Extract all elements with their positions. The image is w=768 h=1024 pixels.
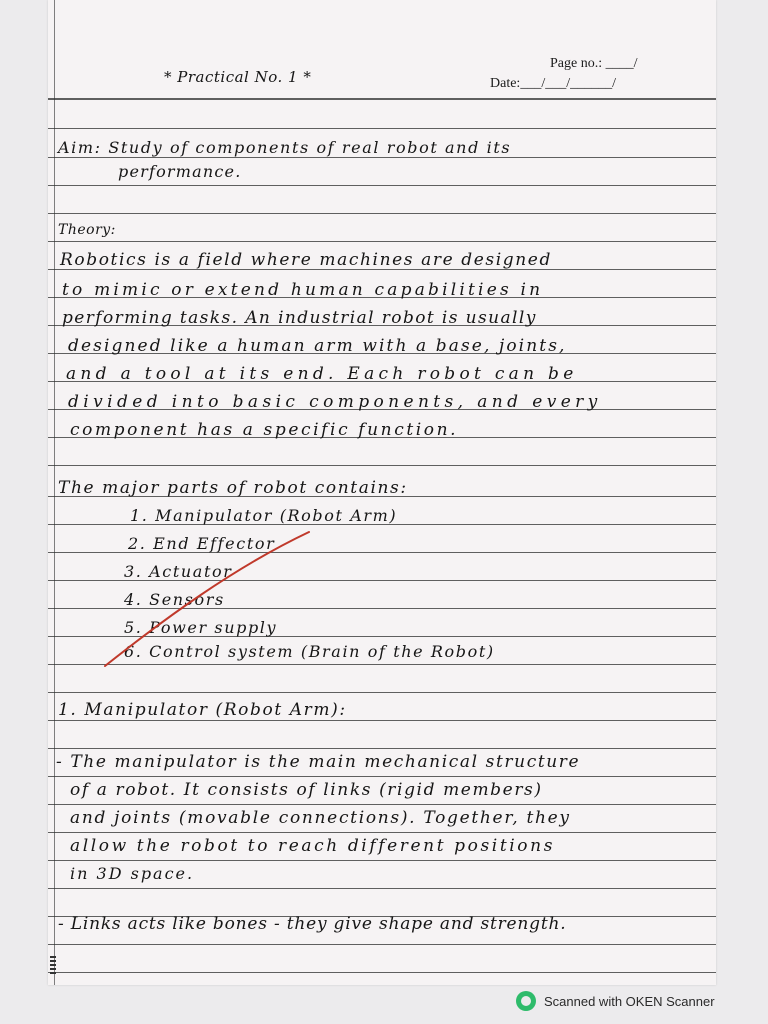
manipulator-heading: 1. Manipulator (Robot Arm): — [58, 700, 347, 720]
ruled-line — [48, 804, 716, 805]
ruled-line — [48, 128, 716, 129]
manipulator-line-1: - The manipulator is the main mechanical structure — [56, 752, 581, 772]
ruled-line — [48, 972, 716, 973]
ruled-line — [48, 860, 716, 861]
date-label: Date:___/___/______/ — [490, 76, 616, 91]
theory-line-2: to mimic or extend human capabilities in — [62, 280, 544, 300]
parts-item: 4. Sensors — [124, 590, 225, 609]
ruled-line — [48, 465, 716, 466]
ruled-line — [48, 888, 716, 889]
aim-line-1: Aim: Study of components of real robot and its — [58, 138, 512, 157]
manipulator-line-4: allow the robot to reach different positions — [70, 836, 556, 856]
ruled-line — [48, 185, 716, 186]
margin-line — [54, 0, 55, 985]
scanner-watermark — [516, 990, 715, 1012]
page-edge-mark — [50, 956, 56, 974]
oken-scanner-logo-icon — [516, 991, 536, 1011]
theory-line-3: performing tasks. An industrial robot is usually — [62, 308, 537, 328]
theory-line-7: component has a specific function. — [70, 420, 459, 440]
header-rule — [48, 98, 716, 100]
ruled-line — [48, 213, 716, 214]
ruled-line — [48, 157, 716, 158]
ruled-line — [48, 944, 716, 945]
theory-line-6: divided into basic components, and every — [68, 392, 602, 412]
scanner-text: Scanned with OKEN Scanner — [544, 993, 715, 1009]
manipulator-line-2: of a robot. It consists of links (rigid members) — [70, 780, 543, 800]
strike-through-mark — [103, 528, 313, 668]
parts-item: 1. Manipulator (Robot Arm) — [130, 506, 398, 525]
theory-line-4: designed like a human arm with a base, joints, — [68, 336, 567, 356]
theory-line-1: Robotics is a field where machines are designed — [60, 250, 552, 270]
ruled-line — [48, 720, 716, 721]
ruled-line — [48, 241, 716, 242]
manipulator-line-5: in 3D space. — [70, 864, 195, 883]
theory-line-5: and a tool at its end. Each robot can be — [66, 364, 578, 384]
manipulator-line-6: - Links acts like bones - they give shape and strength. — [58, 914, 567, 934]
manipulator-line-3: and joints (movable connections). Together, they — [70, 808, 571, 828]
theory-heading: Theory: — [58, 222, 116, 238]
ruled-line — [48, 832, 716, 833]
parts-heading: The major parts of robot contains: — [58, 478, 408, 498]
notebook-page — [48, 0, 716, 985]
parts-item: 6. Control system (Brain of the Robot) — [124, 642, 495, 661]
parts-item: 5. Power supply — [124, 618, 278, 637]
ruled-line — [48, 776, 716, 777]
parts-item: 2. End Effector — [128, 534, 276, 553]
parts-item: 3. Actuator — [124, 562, 233, 581]
page-no-label: Page no.: ____/ — [550, 56, 638, 71]
aim-line-2: performance. — [118, 162, 242, 181]
ruled-line — [48, 692, 716, 693]
ruled-line — [48, 748, 716, 749]
practical-title: * Practical No. 1 * — [164, 68, 312, 86]
